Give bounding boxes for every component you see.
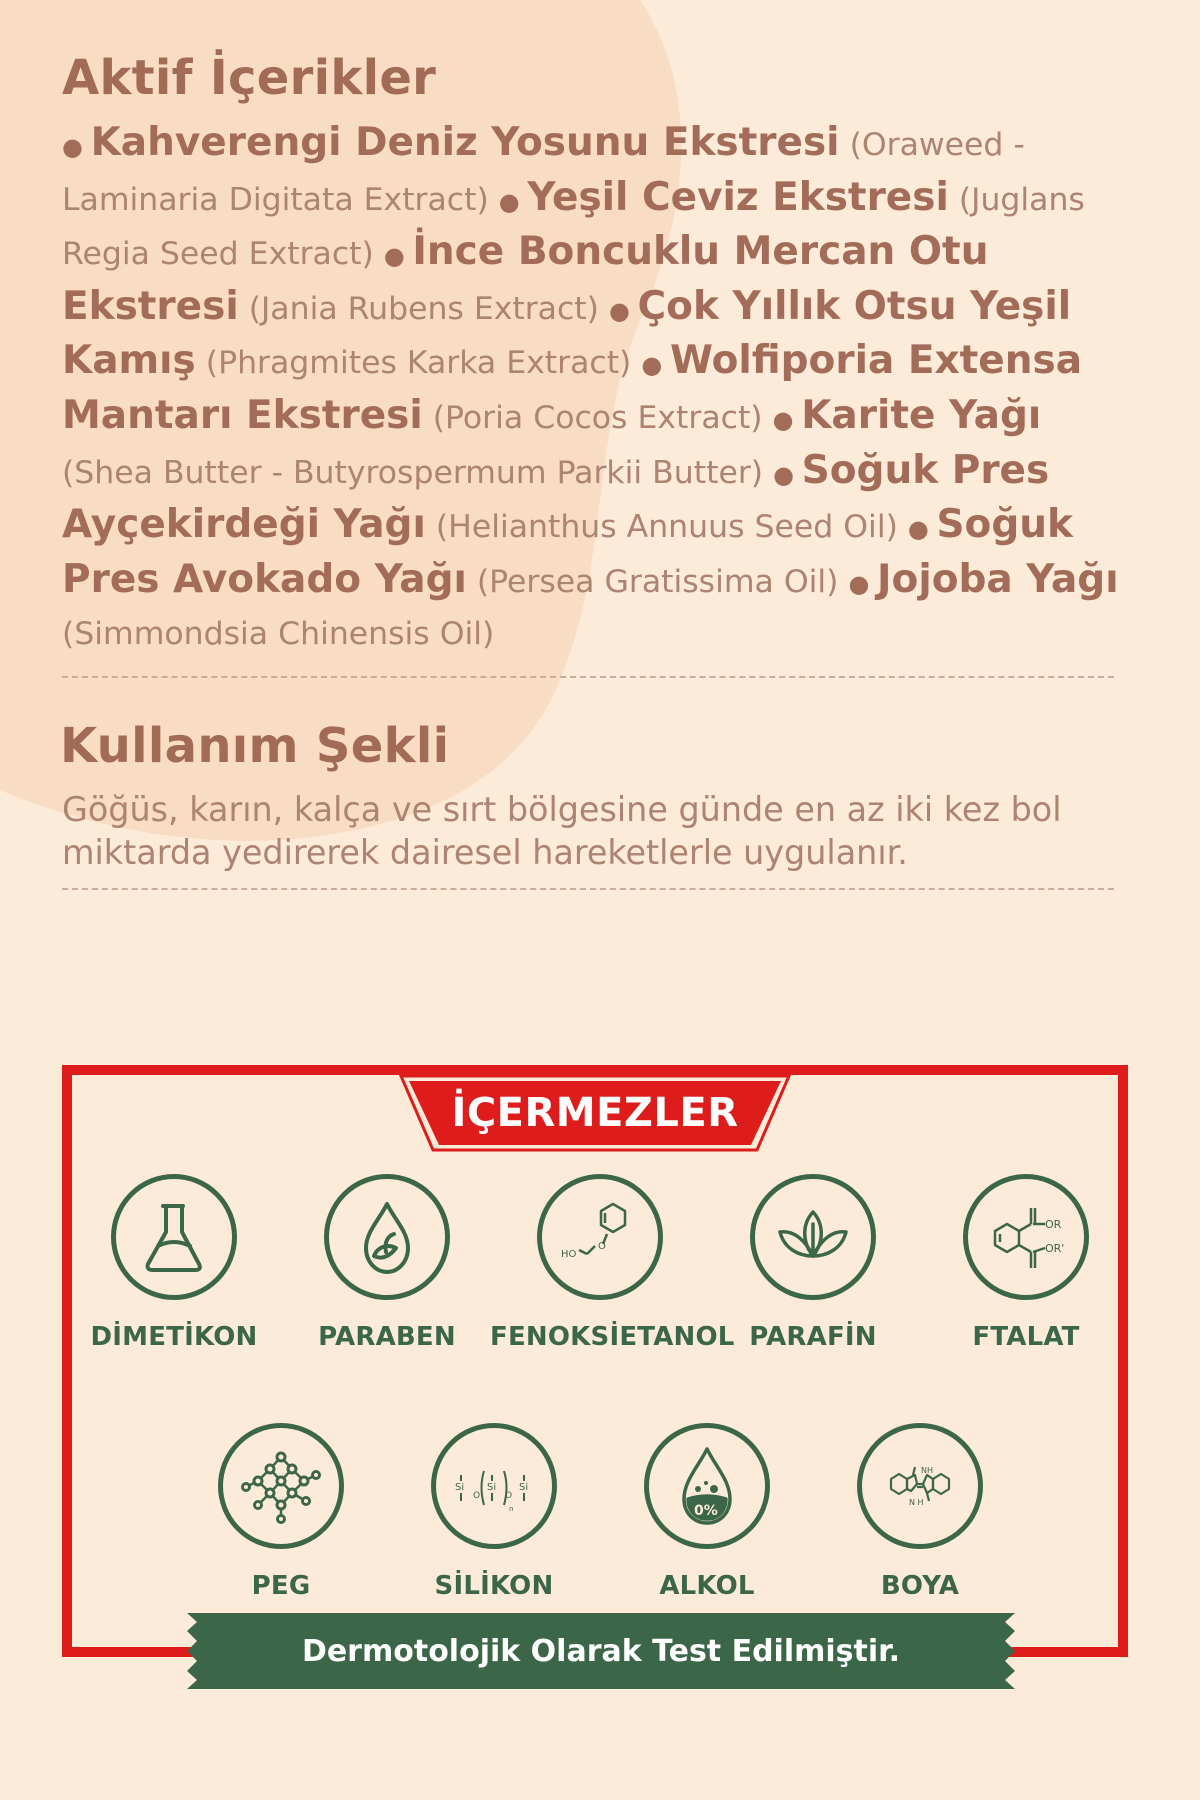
alcohol-drop-icon xyxy=(644,1423,770,1549)
bullet-icon: ● xyxy=(907,515,937,544)
ingredient-name: Yeşil Ceviz Ekstresi xyxy=(527,174,949,220)
svg-text:N H: N H xyxy=(909,1498,924,1507)
svg-text:0%: 0% xyxy=(694,1503,718,1519)
phenoxyethanol-molecule-icon xyxy=(537,1174,663,1300)
bullet-icon: ● xyxy=(383,242,413,271)
svg-text:Si: Si xyxy=(487,1482,497,1493)
free-item-dimetikon: DİMETİKON xyxy=(64,1174,284,1352)
svg-text:Si: Si xyxy=(455,1482,465,1493)
lotus-leaves-icon xyxy=(750,1174,876,1300)
flask-icon xyxy=(111,1174,237,1300)
free-item-fenoksietanol: O HO FENOKSİETANOL xyxy=(490,1174,710,1352)
ingredient-name: Karite Yağı xyxy=(801,392,1042,438)
dermatology-tested-ribbon xyxy=(187,1613,1015,1689)
siloxane-chain-icon xyxy=(431,1423,557,1549)
usage-text: Göğüs, karın, kalça ve sırt bölgesine günde en az iki kez bol miktarda yedirerek dairesel hareketlerle uygulanır. xyxy=(62,790,1062,872)
bullet-icon: ● xyxy=(641,351,670,380)
free-item-paraben: PARABEN xyxy=(277,1174,497,1352)
svg-text:O: O xyxy=(473,1491,481,1501)
svg-text:HO: HO xyxy=(561,1249,577,1260)
bullet-icon: ● xyxy=(772,405,802,434)
bullet-icon: ● xyxy=(498,187,528,216)
ingredient-latin-name: (Jania Rubens Extract) xyxy=(248,290,599,327)
free-item-parafin: PARAFİN xyxy=(703,1174,923,1352)
bullet-icon: ● xyxy=(62,133,91,161)
svg-text:NH: NH xyxy=(921,1466,933,1475)
free-item-peg: PEG xyxy=(171,1423,391,1601)
dermatology-tested-text: Dermotolojik Olarak Test Edilmiştir. xyxy=(301,1633,901,1669)
ingredient-name: İnce Boncuklu Mercan Otu Ekstresi xyxy=(62,229,989,329)
ingredients-list xyxy=(62,118,1120,660)
ingredient-latin-name: (Oraweed - Laminaria Digitata Extract) xyxy=(62,127,1025,218)
free-from-banner xyxy=(395,1073,795,1153)
bullet-icon: ● xyxy=(848,569,878,598)
section-divider xyxy=(62,888,1114,890)
ingredient-latin-name: (Juglans Regia Seed Extract) xyxy=(62,181,1085,273)
svg-text:OR: OR xyxy=(1045,1218,1062,1231)
free-from-title: İÇERMEZLER xyxy=(451,1090,739,1136)
ingredient-name: Soğuk Pres Avokado Yağı xyxy=(62,502,1073,602)
ingredient-latin-name: (Persea Gratissima Oil) xyxy=(476,563,839,600)
free-item-alkol: 0% ALKOL xyxy=(597,1423,817,1601)
ingredient-latin-name: (Helianthus Annuus Seed Oil) xyxy=(435,509,898,546)
free-item-silikon: Si O Si O Si n SİLİKON xyxy=(384,1423,604,1601)
ingredient-name: Jojoba Yağı xyxy=(877,556,1119,602)
bullet-icon: ● xyxy=(773,460,802,489)
indigo-dye-molecule-icon xyxy=(857,1423,983,1549)
ingredient-latin-name: (Phragmites Karka Extract) xyxy=(205,345,632,382)
svg-text:Si: Si xyxy=(519,1482,529,1493)
svg-text:n: n xyxy=(509,1505,514,1513)
molecule-network-icon xyxy=(218,1423,344,1549)
ingredient-name: Kahverengi Deniz Yosunu Ekstresi xyxy=(90,120,840,165)
ingredient-name: Çok Yıllık Otsu Yeşil Kamış xyxy=(62,283,1072,384)
svg-text:OR': OR' xyxy=(1045,1242,1065,1255)
phthalate-molecule-icon xyxy=(963,1174,1089,1300)
active-ingredients-title: Aktif İçerikler xyxy=(62,50,437,106)
ingredient-latin-name: (Poria Cocos Extract) xyxy=(432,399,763,436)
ingredient-latin-name: (Shea Butter - Butyrospermum Parkii Butter) xyxy=(62,454,764,491)
ingredient-latin-name: (Simmondsia Chinensis Oil) xyxy=(62,616,495,653)
usage-title: Kullanım Şekli xyxy=(60,718,450,774)
drop-leaf-icon xyxy=(324,1174,450,1300)
section-divider xyxy=(62,676,1114,678)
svg-text:O: O xyxy=(505,1491,513,1501)
ingredient-name: Wolfiporia Extensa Mantarı Ekstresi xyxy=(62,338,1083,438)
svg-text:O: O xyxy=(598,1241,606,1252)
ingredient-name: Soğuk Pres Ayçekirdeği Yağı xyxy=(62,447,1050,548)
bullet-icon: ● xyxy=(608,296,638,325)
free-item-boya: NH N H BOYA xyxy=(810,1423,1030,1601)
free-item-ftalat: OR OR' FTALAT xyxy=(916,1174,1136,1352)
